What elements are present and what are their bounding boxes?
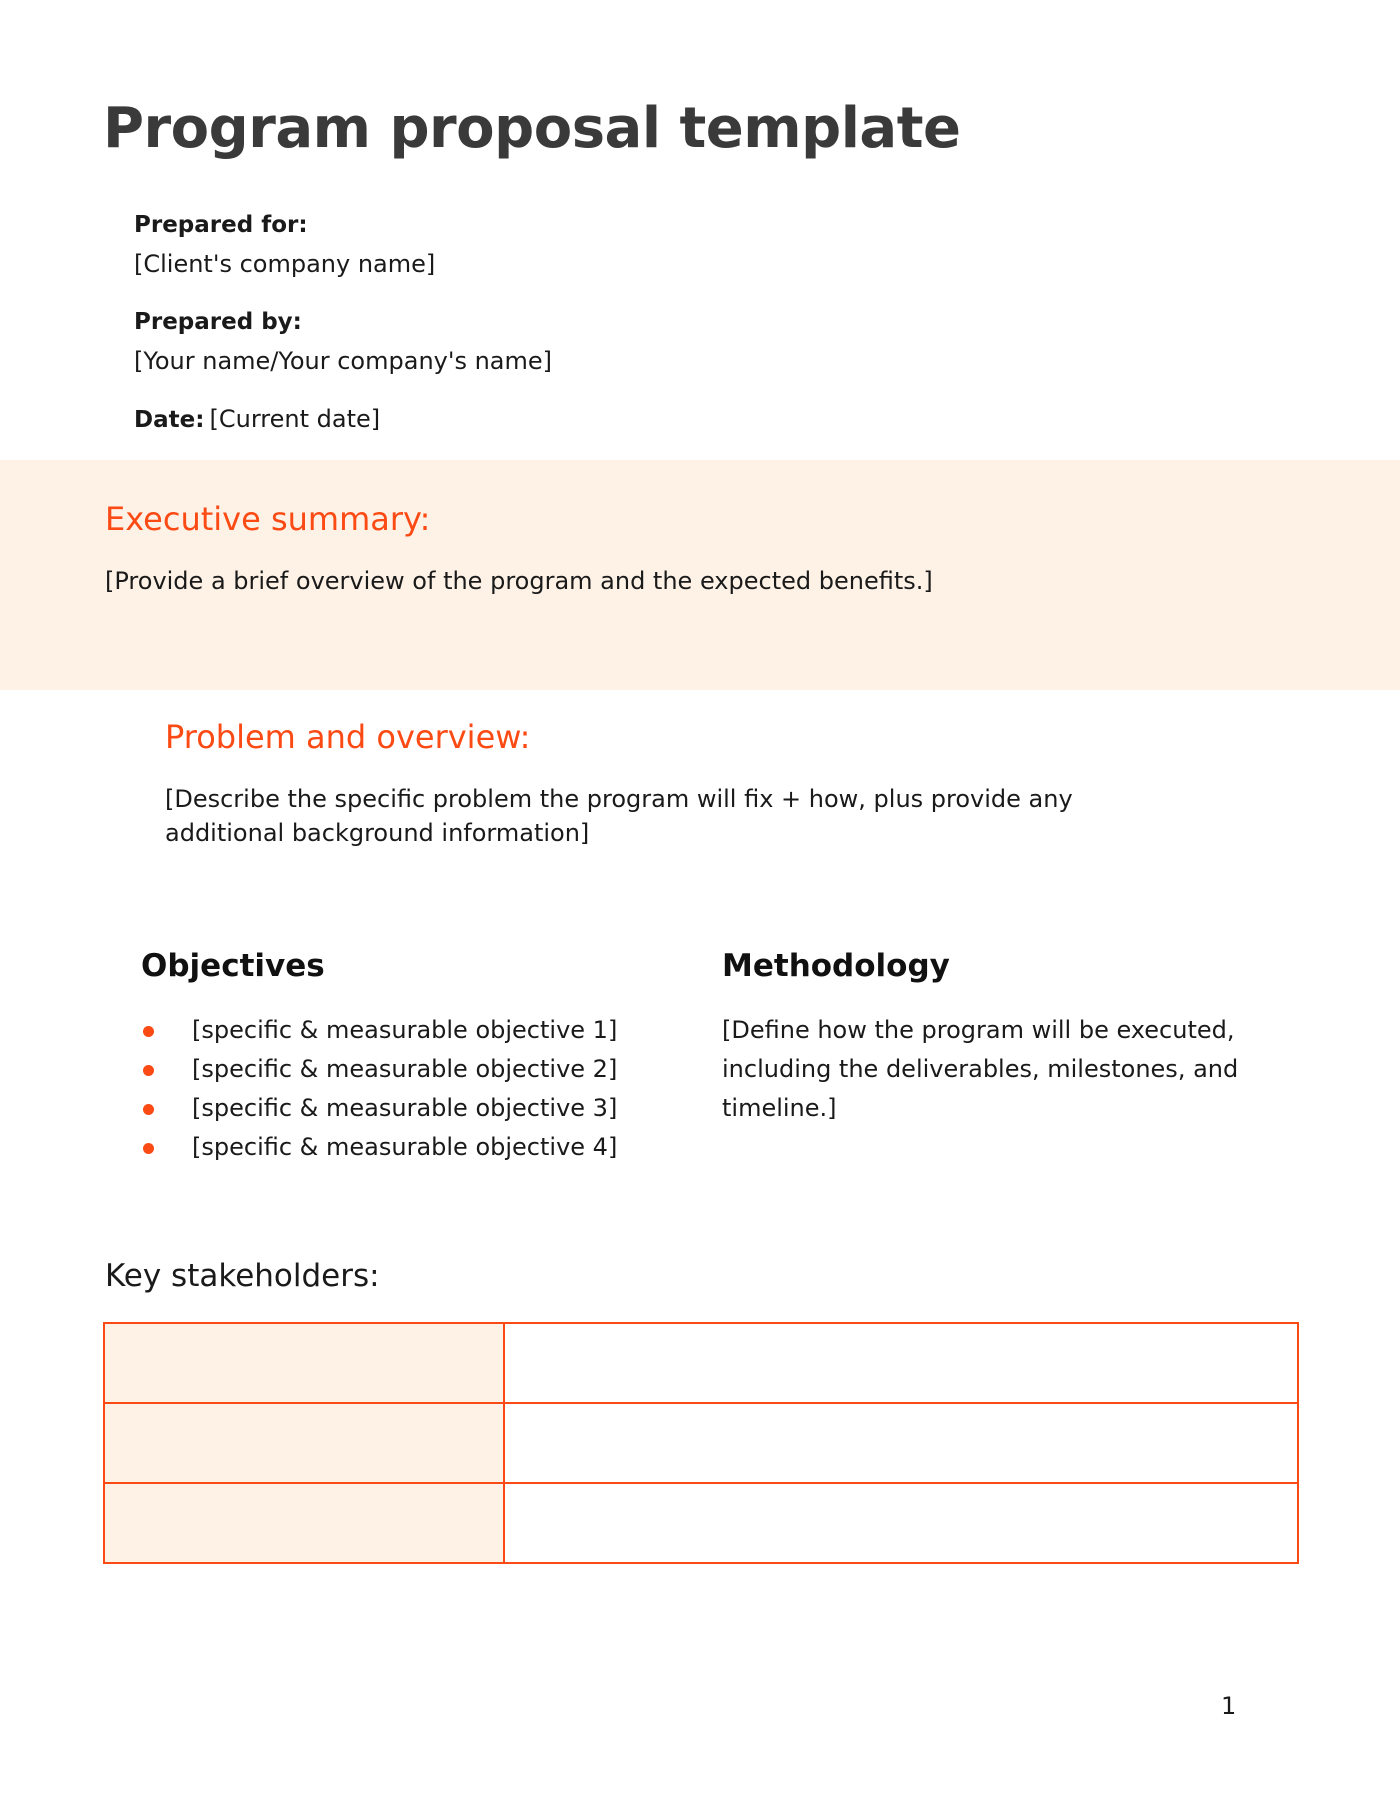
problem-overview-line: [Describe the specific problem the program will fix + how, plus provide any [165, 785, 1073, 813]
problem-overview-line: additional background information] [165, 819, 590, 847]
prepared-for-label: Prepared for: [134, 212, 308, 238]
methodology-line: including the deliverables, milestones, and [722, 1055, 1239, 1083]
table-row [104, 1323, 1298, 1403]
bullet-icon [143, 1104, 154, 1115]
objective-item [141, 1089, 617, 1128]
table-row [104, 1483, 1298, 1563]
stakeholders-heading: Key stakeholders: [105, 1258, 380, 1294]
table-row [104, 1403, 1298, 1483]
objective-text: [specific & measurable objective 3] [192, 1094, 618, 1122]
bullet-icon [143, 1065, 154, 1076]
objective-item [141, 1050, 617, 1089]
stakeholder-detail-cell[interactable] [504, 1403, 1298, 1483]
problem-overview-body [165, 782, 1073, 850]
document-title: Program proposal template [103, 96, 961, 161]
executive-summary-heading: Executive summary: [105, 500, 431, 538]
stakeholder-name-cell[interactable] [104, 1483, 504, 1563]
prepared-by-value: [Your name/Your company's name] [134, 347, 553, 375]
methodology-section [722, 948, 1238, 1128]
page-number: 1 [1221, 1692, 1237, 1720]
objectives-heading: Objectives [141, 948, 325, 984]
problem-overview-heading: Problem and overview: [165, 718, 531, 756]
methodology-body [722, 1011, 1238, 1128]
date-line [134, 405, 380, 433]
stakeholder-detail-cell[interactable] [504, 1483, 1298, 1563]
stakeholder-name-cell[interactable] [104, 1403, 504, 1483]
objectives-list [141, 1011, 617, 1167]
methodology-heading: Methodology [722, 948, 950, 984]
stakeholder-name-cell[interactable] [104, 1323, 504, 1403]
objective-item [141, 1128, 617, 1167]
executive-summary-section [0, 460, 1400, 690]
date-label: Date: [134, 407, 205, 433]
objective-text: [specific & measurable objective 2] [192, 1055, 618, 1083]
stakeholder-detail-cell[interactable] [504, 1323, 1298, 1403]
prepared-for-value: [Client's company name] [134, 250, 436, 278]
methodology-line: [Define how the program will be executed, [722, 1016, 1235, 1044]
bullet-icon [143, 1026, 154, 1037]
date-value: [Current date] [209, 405, 381, 433]
objective-item [141, 1011, 617, 1050]
methodology-line: timeline.] [722, 1094, 837, 1122]
objective-text: [specific & measurable objective 1] [192, 1016, 618, 1044]
prepared-by-label: Prepared by: [134, 309, 302, 335]
executive-summary-body: [Provide a brief overview of the program and the expected benefits.] [105, 567, 933, 595]
stakeholders-table [103, 1322, 1299, 1564]
objectives-section [141, 948, 617, 1167]
bullet-icon [143, 1143, 154, 1154]
objective-text: [specific & measurable objective 4] [192, 1133, 618, 1161]
